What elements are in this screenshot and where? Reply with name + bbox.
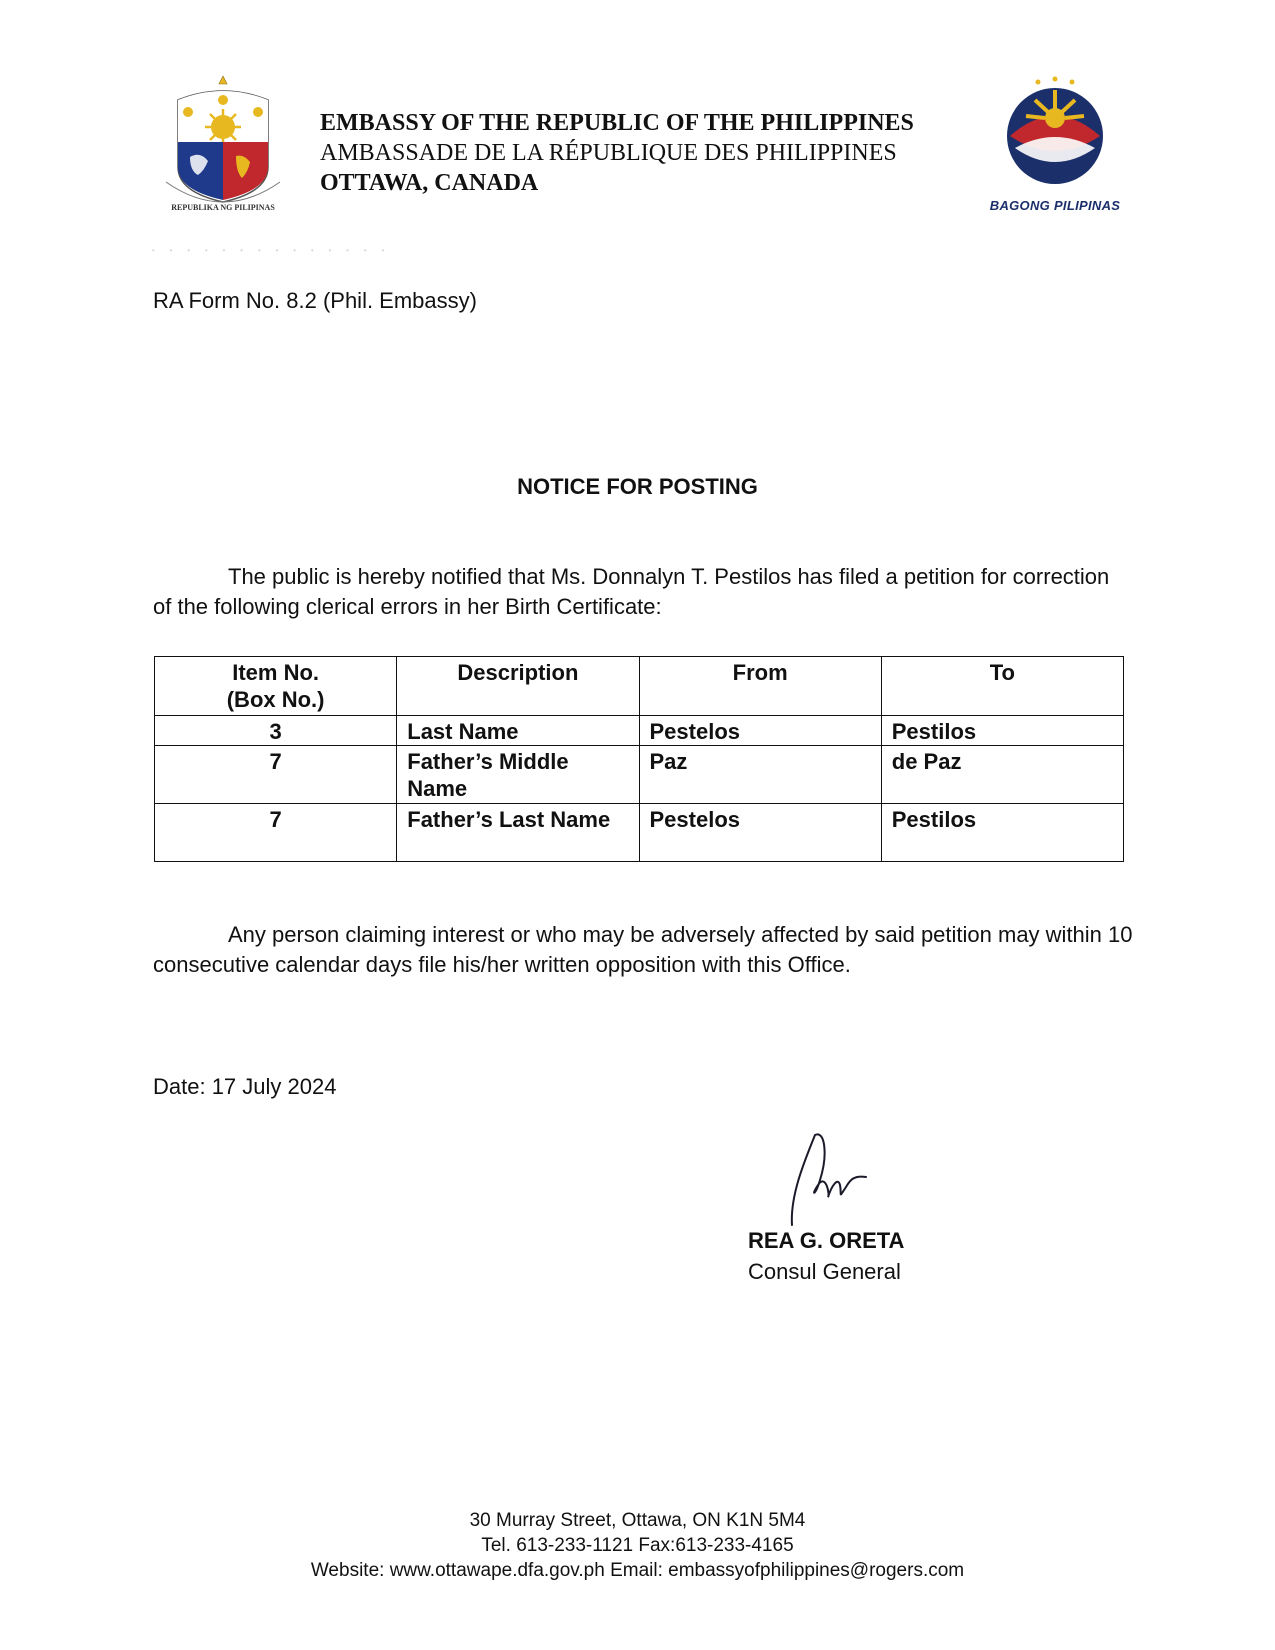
signature-mark	[780, 1125, 900, 1240]
cell-to: Pestilos	[881, 804, 1123, 862]
footer-phone-fax: Tel. 613-233-1121 Fax:613-233-4165	[481, 1535, 794, 1556]
table-row	[155, 746, 1124, 804]
cell-from: Paz	[639, 746, 881, 804]
cell-item: 7	[155, 746, 397, 804]
seal-text: REPUBLIKA NG PILIPINAS	[171, 203, 275, 212]
notice-paragraph-1	[153, 562, 1133, 622]
signatory-title: Consul General	[748, 1259, 901, 1284]
embassy-name-english: EMBASSY OF THE REPUBLIC OF THE PHILIPPINES	[320, 110, 914, 136]
cell-item: 3	[155, 716, 397, 746]
footer-address: 30 Murray Street, Ottawa, ON K1N 5M4	[469, 1510, 806, 1531]
philippine-coat-of-arms-seal	[158, 72, 288, 222]
header-item-line2: (Box No.)	[226, 687, 325, 712]
cell-description: Last Name	[397, 716, 639, 746]
bagong-pilipinas-logo	[990, 76, 1120, 186]
cell-from: Pestelos	[639, 804, 881, 862]
header-item-no	[155, 657, 397, 716]
paragraph-2-text: Any person claiming interest or who may be adversely affected by said petition may within 10 consecutive calendar days file his/her written opposition with this Office.	[153, 922, 1133, 977]
signatory-name: REA G. ORETA	[748, 1228, 905, 1253]
notice-paragraph-2	[153, 920, 1133, 980]
embassy-name-french: AMBASSADE DE LA RÉPUBLIQUE DES PHILIPPINES	[320, 140, 897, 166]
header-from: From	[639, 657, 881, 716]
cell-description: Father’s Middle Name	[397, 746, 639, 804]
cell-to: de Paz	[881, 746, 1123, 804]
faded-stamp-mark: · · · · · · · · · · · · · ·	[150, 240, 390, 262]
header-description: Description	[397, 657, 639, 716]
table-header-row	[155, 657, 1124, 716]
embassy-location: OTTAWA, CANADA	[320, 170, 539, 196]
bagong-pilipinas-text: BAGONG PILIPINAS	[989, 198, 1121, 213]
cell-description: Father’s Last Name	[397, 804, 639, 862]
table-row	[155, 804, 1124, 862]
form-number: RA Form No. 8.2 (Phil. Embassy)	[153, 288, 477, 313]
notice-date: Date: 17 July 2024	[153, 1074, 337, 1099]
table-row	[155, 716, 1124, 746]
header-item-line1: Item No.	[232, 660, 320, 685]
paragraph-1-text: The public is hereby notified that Ms. Donnalyn T. Pestilos has filed a petition for correction of the following clerical errors in her Birth Certificate:	[153, 564, 1110, 619]
header-to: To	[881, 657, 1123, 716]
cell-item: 7	[155, 804, 397, 862]
corrections-table	[154, 656, 1124, 862]
notice-title: NOTICE FOR POSTING	[517, 474, 758, 499]
cell-from: Pestelos	[639, 716, 881, 746]
cell-to: Pestilos	[881, 716, 1123, 746]
footer-web-email: Website: www.ottawape.dfa.gov.ph Email: embassyofphilippines@rogers.com	[310, 1560, 965, 1581]
